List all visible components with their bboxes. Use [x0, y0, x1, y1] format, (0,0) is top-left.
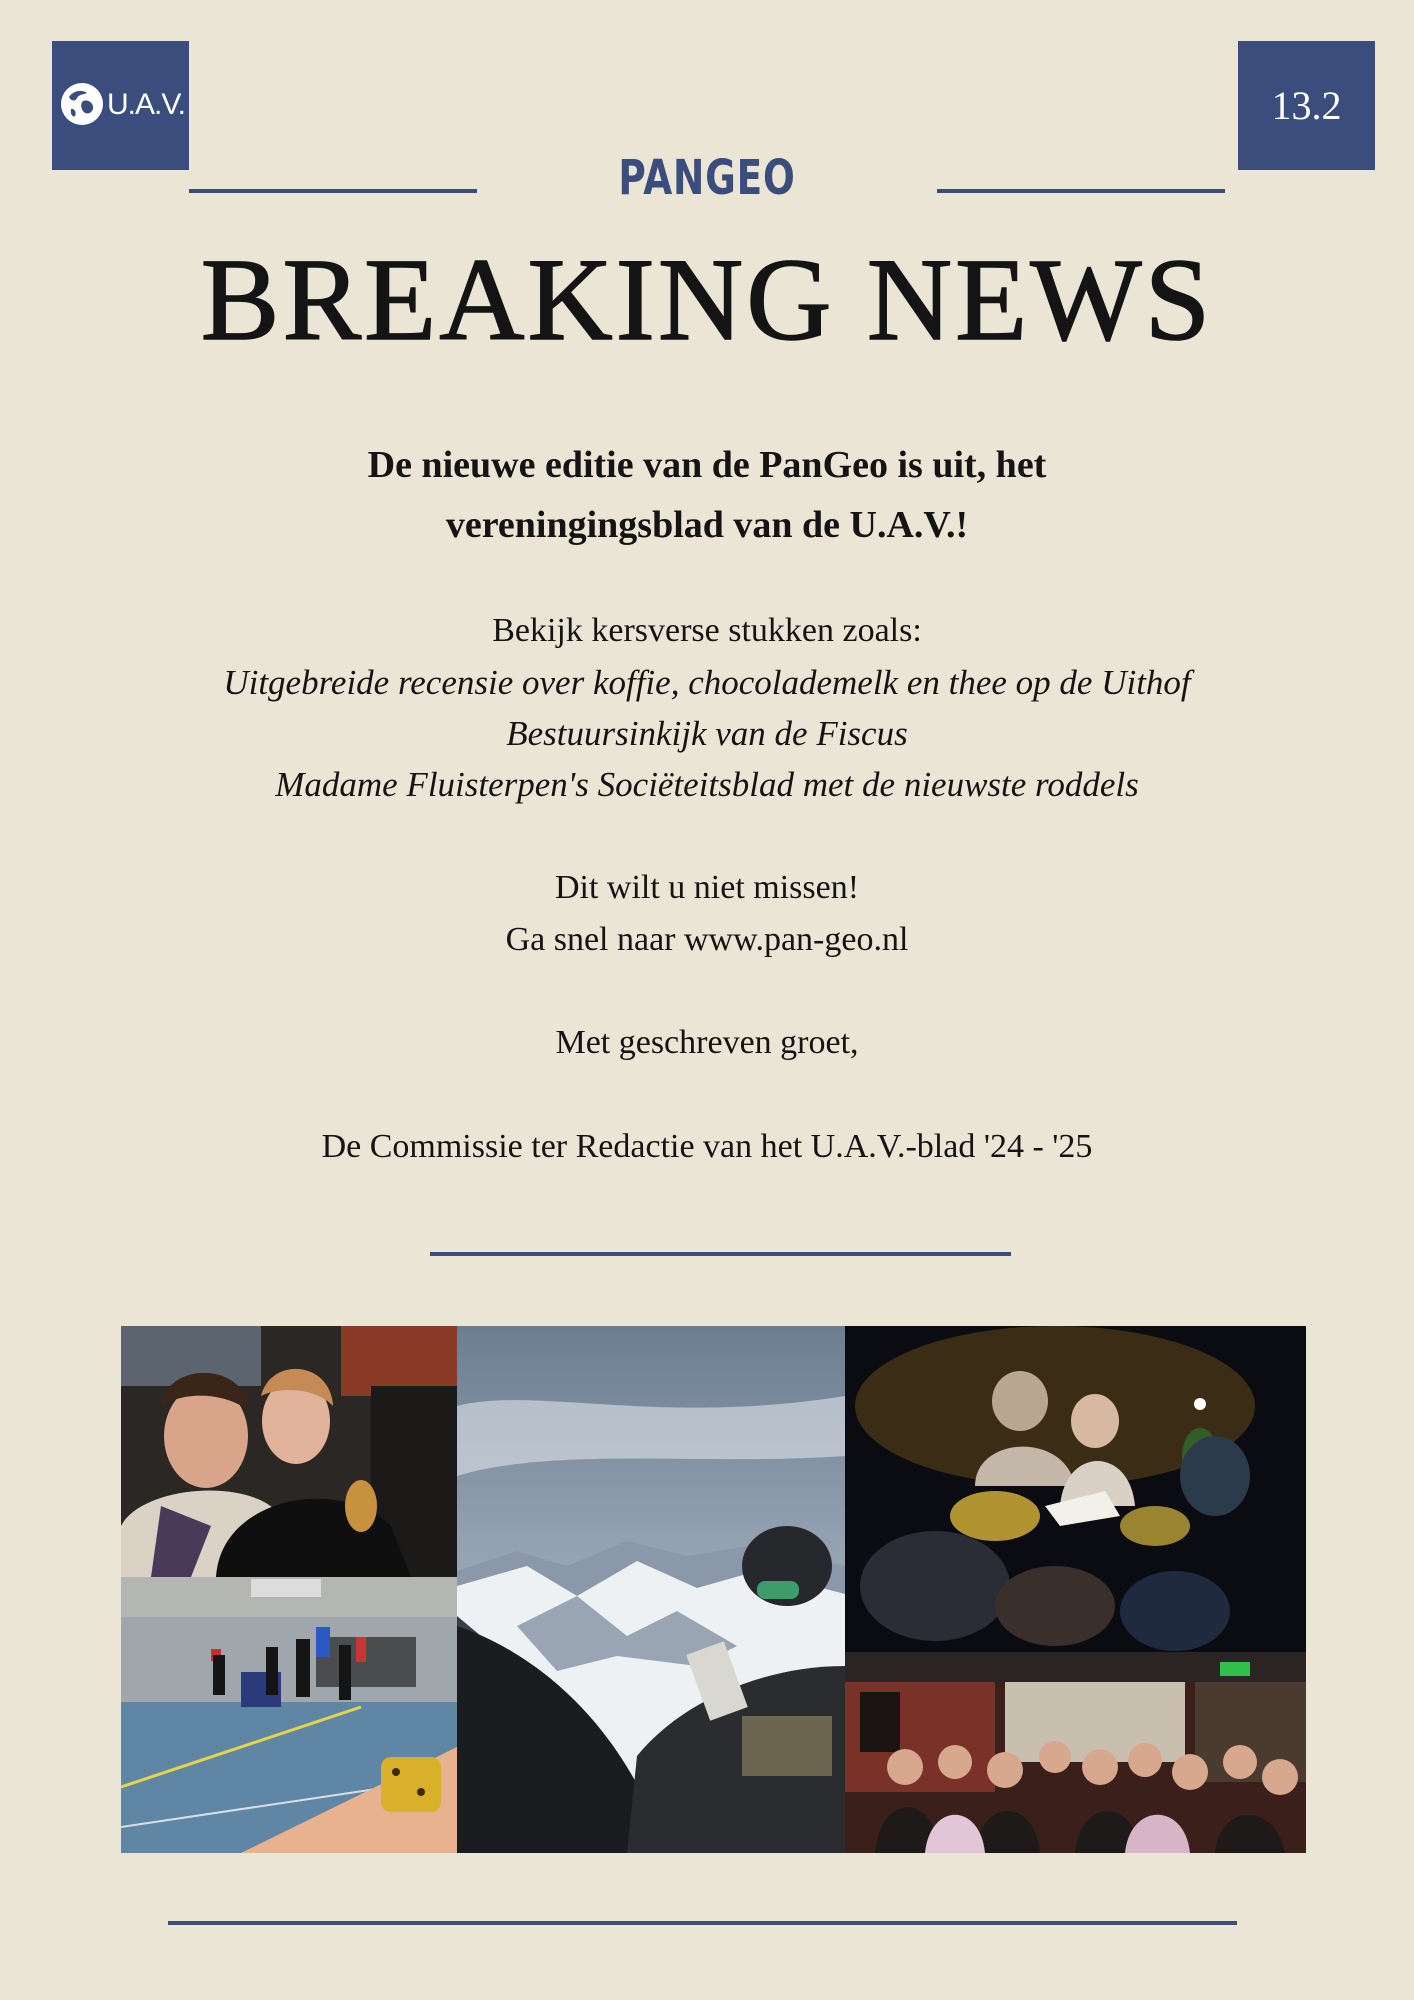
photo-mountains — [457, 1326, 845, 1853]
globe-icon — [61, 83, 103, 125]
masthead-title: PANGEO — [618, 150, 796, 206]
masthead-rule-right — [937, 189, 1225, 193]
website-link[interactable]: Ga snel naar www.pan-geo.nl — [505, 921, 909, 958]
logo-text: U.A.V. — [107, 88, 185, 121]
masthead-rule-left — [189, 189, 477, 193]
photo-dark-room — [845, 1326, 1306, 1652]
photo-collage — [121, 1326, 1306, 1853]
photo-bar-crowd — [845, 1652, 1306, 1853]
photo-portrait — [121, 1326, 457, 1577]
signature-text: De Commissie ter Redactie van het U.A.V.-blad '24 - '25 — [321, 1128, 1093, 1165]
issue-number-badge: 13.2 — [1238, 41, 1375, 170]
article-item: Madame Fluisterpen's Sociëteitsblad met de nieuwste roddels — [275, 765, 1139, 804]
uav-logo — [52, 41, 189, 170]
photo-gym — [121, 1577, 457, 1853]
article-item: Bestuursinkijk van de Fiscus — [506, 714, 908, 753]
closing-text: Met geschreven groet, — [555, 1024, 859, 1061]
lead-paragraph: De nieuwe editie van de PanGeo is uit, het vereningingsblad van de U.A.V.! — [367, 444, 1047, 546]
article-item: Uitgebreide recensie over koffie, chocolademelk en thee op de Uithof — [223, 663, 1191, 702]
footer-rule — [168, 1921, 1237, 1925]
section-divider — [430, 1252, 1011, 1256]
page-headline: BREAKING NEWS — [200, 234, 1214, 365]
intro-text: Bekijk kersverse stukken zoals: — [492, 612, 922, 649]
cta-text: Dit wilt u niet missen! — [554, 869, 860, 906]
